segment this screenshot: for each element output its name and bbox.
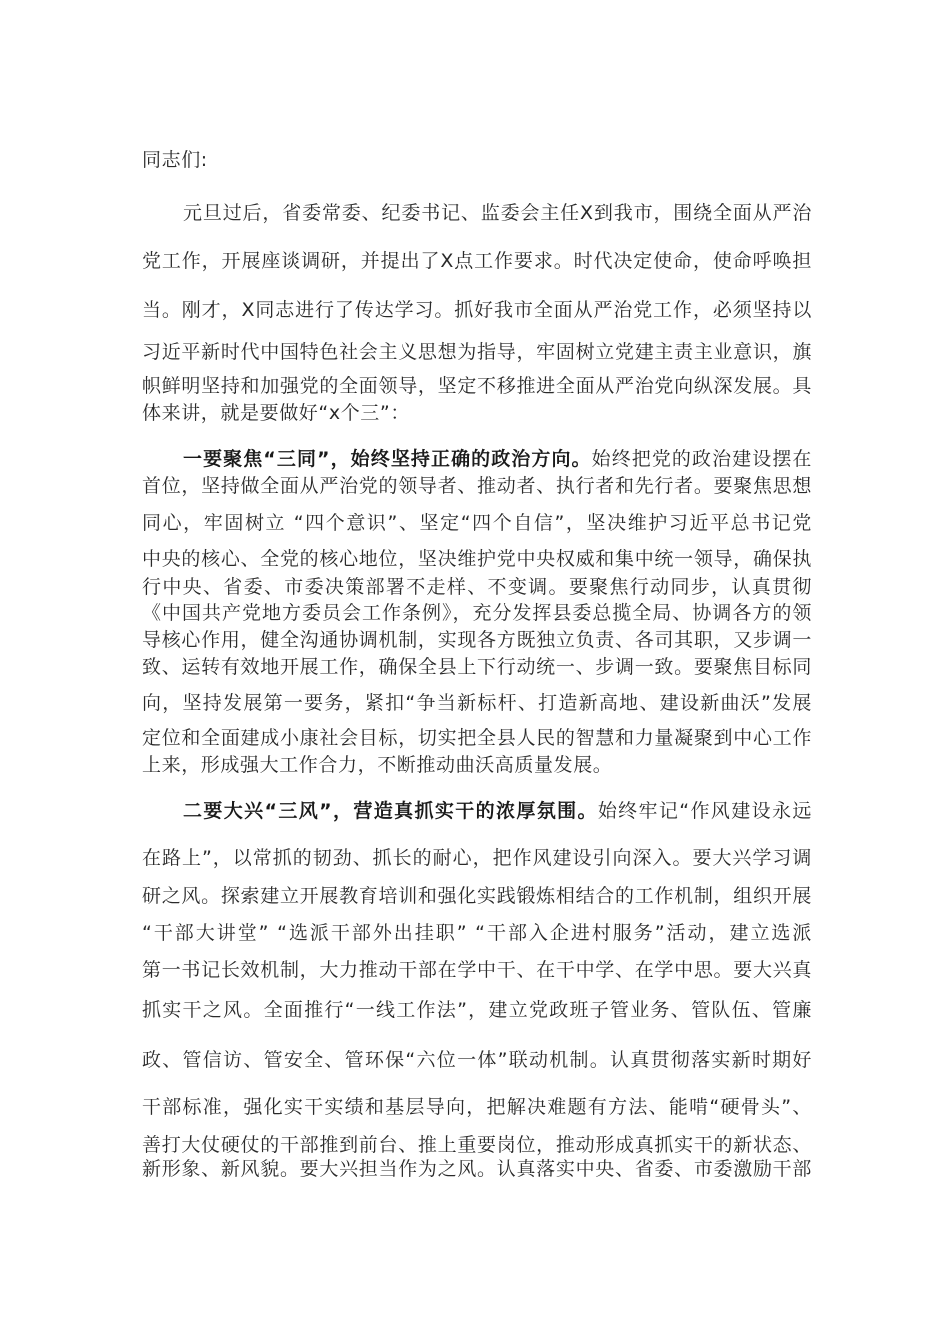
- paragraph-3-line-7: 政、管信访、管安全、管环保“六位一体”联动机制。认真贯彻落实新时期好: [142, 1049, 812, 1071]
- paragraph-3-first-text: 始终牢记“作风建设永远: [597, 800, 812, 822]
- paragraph-1-line-6: 体来讲，就是要做好“x个三”：: [142, 402, 410, 424]
- paragraph-3-line-1: [183, 796, 812, 826]
- paragraph-3-line-5: 第一书记长效机制，大力推动干部在学中干、在干中学、在学中思。要大兴真: [142, 959, 812, 981]
- paragraph-2-line-11: 上来，形成强大工作合力，不断推动曲沃高质量发展。: [142, 754, 613, 776]
- paragraph-2-line-8: 致、运转有效地开展工作，确保全县上下行动统一、步调一致。要聚焦目标同: [142, 656, 812, 678]
- paragraph-2-line-2: 首位，坚持做全面从严治党的领导者、推动者、执行者和先行者。要聚焦思想: [142, 475, 812, 497]
- paragraph-3-line-2: 在路上”，以常抓的韧劲、抓长的耐心，把作风建设引向深入。要大兴学习调: [142, 847, 812, 869]
- paragraph-2-line-9: 向，坚持发展第一要务，紧扣“争当新标杆、打造新高地、建设新曲沃”发展: [142, 692, 812, 714]
- paragraph-1-line-3: 当。刚才，X同志进行了传达学习。抓好我市全面从严治党工作，必须坚持以: [142, 299, 812, 321]
- paragraph-2-line-6: 《中国共产党地方委员会工作条例》，充分发挥县委总揽全局、协调各方的领: [142, 602, 812, 624]
- paragraph-2-line-7: 导核心作用，健全沟通协调机制，实现各方既独立负责、各司其职，又步调一: [142, 629, 812, 651]
- paragraph-3-line-10: 新形象、新风貌。要大兴担当作为之风。认真落实中央、省委、市委激励干部: [142, 1158, 812, 1180]
- salutation: 同志们:: [142, 149, 208, 171]
- paragraph-1-line-4: 习近平新时代中国特色社会主义思想为指导，牢固树立党建主责主业意识，旗: [142, 341, 812, 363]
- paragraph-3-line-9: 善打大仗硬仗的干部推到前台、推上重要岗位，推动形成真抓实干的新状态、: [142, 1134, 812, 1156]
- paragraph-3-line-3: 研之风。探索建立开展教育培训和强化实践锻炼相结合的工作机制，组织开展: [142, 885, 812, 907]
- paragraph-3-line-8: 干部标准，强化实干实绩和基层导向，把解决难题有方法、能啃“硬骨头”、: [142, 1096, 812, 1118]
- paragraph-3-line-6: 抓实干之风。全面推行“一线工作法”，建立党政班子管业务、管队伍、管廉: [142, 999, 812, 1021]
- paragraph-2-line-10: 定位和全面建成小康社会目标，切实把全县人民的智慧和力量凝聚到中心工作: [142, 727, 812, 749]
- paragraph-3-heading: 二要大兴“三风”，营造真抓实干的浓厚氛围。: [183, 800, 598, 822]
- paragraph-1-line-5: 帜鲜明坚持和加强党的全面领导，坚定不移推进全面从严治党向纵深发展。具: [142, 375, 812, 397]
- paragraph-2-line-4: 中央的核心、全党的核心地位，坚决维护党中央权威和集中统一领导，确保执: [142, 548, 812, 570]
- paragraph-2-heading: 一要聚焦“三同”，始终坚持正确的政治方向。: [183, 448, 592, 470]
- paragraph-2-line-3: 同心，牢固树立 “四个意识”、坚定“四个自信”，坚决维护习近平总书记党: [142, 512, 812, 534]
- paragraph-2-line-1: [183, 444, 812, 474]
- paragraph-2-line-5: 行中央、省委、市委决策部署不走样、不变调。要聚焦行动同步，认真贯彻: [142, 576, 812, 598]
- paragraph-1-line-1: 元旦过后，省委常委、纪委书记、监委会主任X到我市，围绕全面从严治: [183, 202, 812, 224]
- paragraph-2-first-text: 始终把党的政治建设摆在: [591, 448, 812, 470]
- paragraph-1-line-2: 党工作，开展座谈调研，并提出了X点工作要求。时代决定使命，使命呼唤担: [142, 250, 812, 272]
- paragraph-3-line-4: “干部大讲堂” “选派干部外出挂职” “干部入企进村服务”活动，建立选派: [142, 922, 812, 944]
